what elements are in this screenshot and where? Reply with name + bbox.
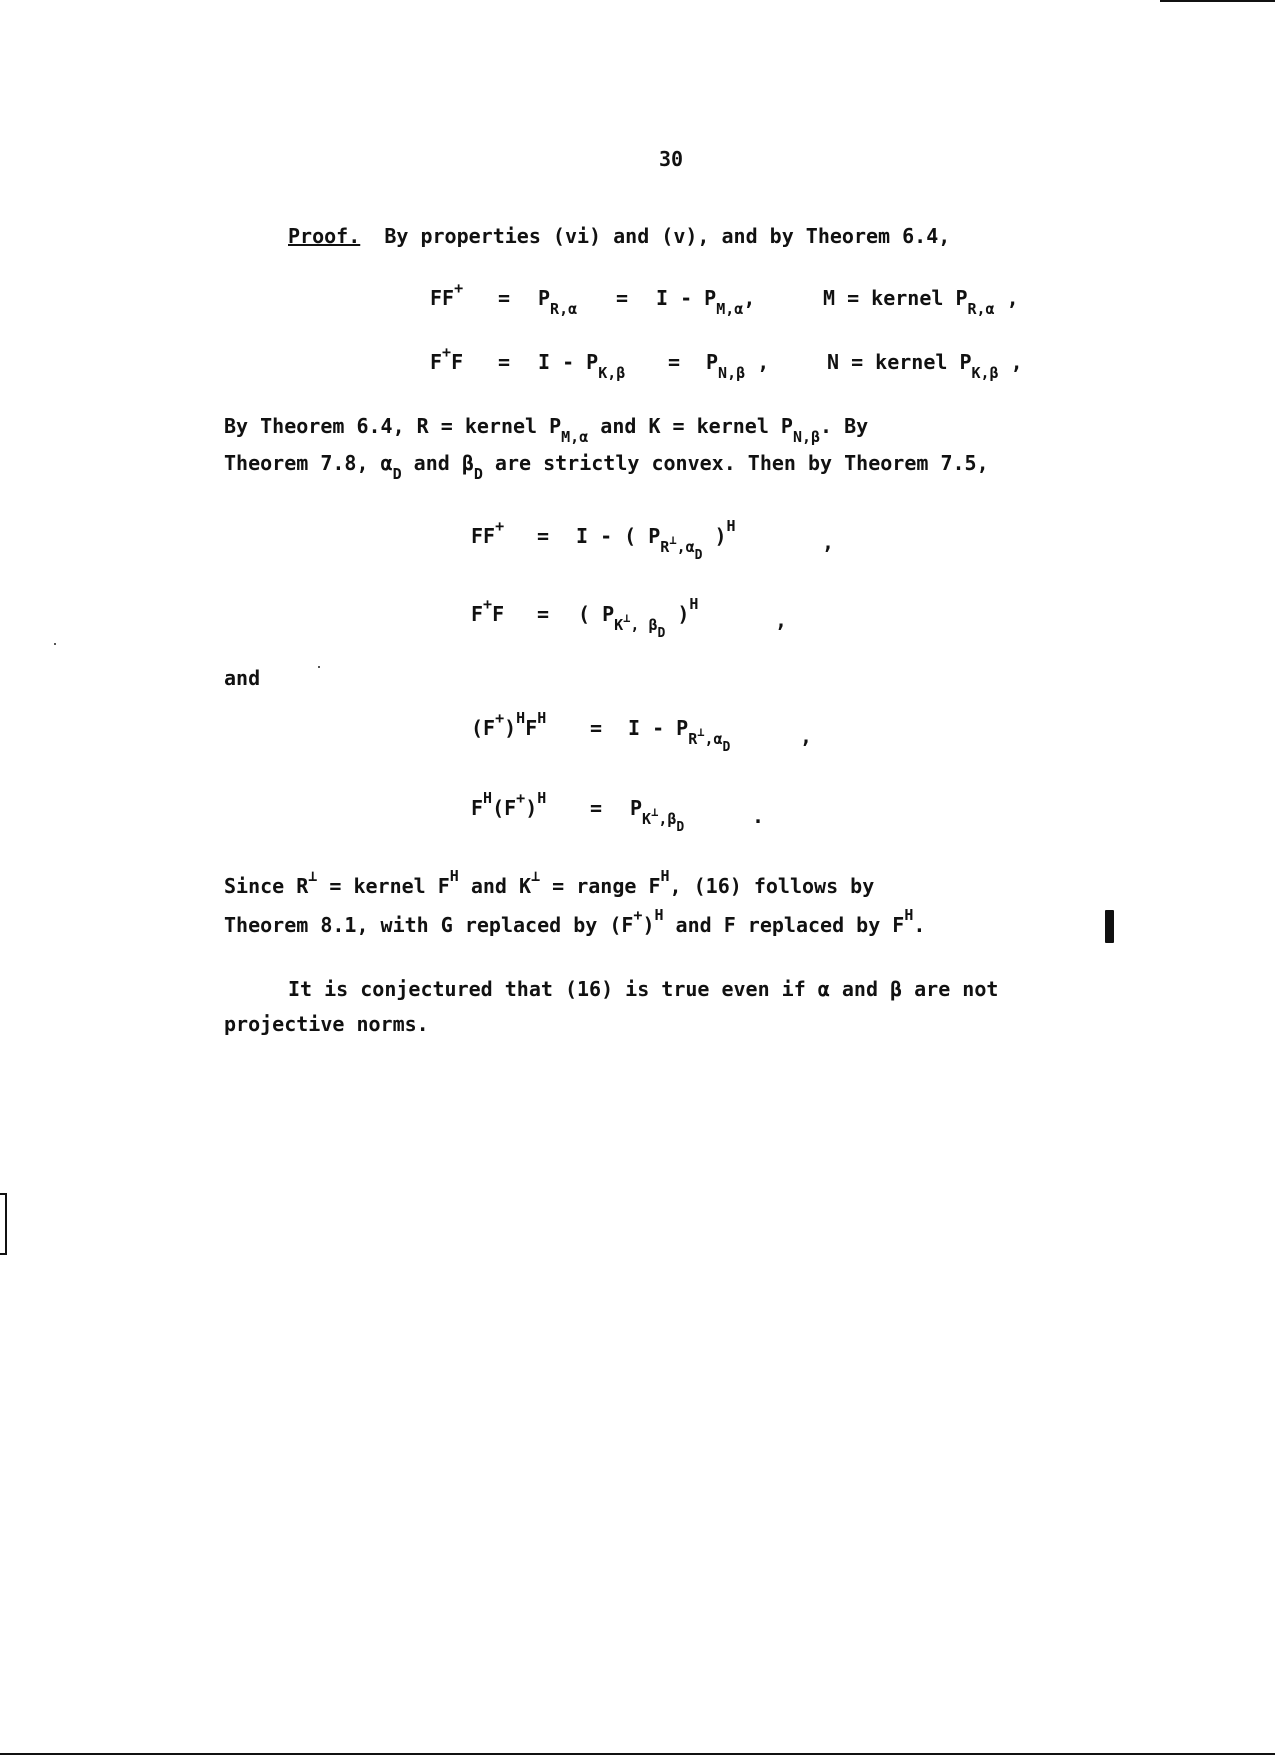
eq3-lhs: FF+ bbox=[471, 517, 505, 548]
eq2-equals-b: = bbox=[668, 350, 681, 374]
eq2-projector: $P_{N,\beta}$ , bbox=[706, 350, 770, 382]
eq4-rhs: ( $P_{K^\perp, \beta_D}$ )$^H$ bbox=[578, 595, 699, 641]
eq1-lhs: FF+ bbox=[430, 279, 464, 310]
para2-line-2: Theorem 7.8, $\alpha_D$ and $\beta_D$ are strictly convex. Then by Theorem 7.5, bbox=[224, 451, 989, 483]
eq2-side-condition: N = kernel $P_{K,\beta}$ , bbox=[827, 350, 1023, 382]
scan-speck bbox=[54, 643, 56, 645]
page-number: 30 bbox=[659, 147, 684, 171]
eq2-equals-a: = bbox=[498, 350, 511, 374]
eq1-side-condition: M = kernel $P_{R,\alpha}$ , bbox=[823, 286, 1019, 318]
eq6-rhs: $P_{K^\perp,\beta_D}$ bbox=[630, 796, 685, 835]
eq1-rhs: I - $P_{M,\alpha}$, bbox=[656, 286, 756, 318]
eq5-rhs: I - $P_{R^\perp,\alpha_D}$ bbox=[628, 716, 731, 755]
eq3-equals: = bbox=[537, 524, 550, 548]
eq4-comma: , bbox=[775, 608, 788, 632]
eq5-lhs: $(F^+)^HF^H$ bbox=[471, 709, 547, 740]
eq3-comma: , bbox=[822, 530, 835, 554]
eq1-equals-a: = bbox=[498, 286, 511, 310]
eq5-comma: , bbox=[800, 724, 813, 748]
para4-line-1: It is conjectured that (16) is true even if α and β are not bbox=[288, 977, 999, 1001]
eq4-equals: = bbox=[537, 602, 550, 626]
eq6-period: . bbox=[752, 804, 765, 828]
eq1-projector: $P_{R,\alpha}$ bbox=[538, 286, 578, 318]
eq3-rhs: I - ( $P_{R^\perp,\alpha_D}$ )$^H$ bbox=[576, 517, 736, 563]
left-bracket-mark bbox=[0, 1193, 7, 1255]
eq5-equals: = bbox=[590, 716, 603, 740]
eq2-mid: I - $P_{K,\beta}$ bbox=[538, 350, 626, 382]
eq6-lhs: $F^H(F^+)^H$ bbox=[471, 789, 547, 820]
eq1-equals-b: = bbox=[616, 286, 629, 310]
proof-line bbox=[288, 224, 950, 248]
margin-mark bbox=[1105, 910, 1114, 943]
para3-line-1: Since R⊥ = kernel $F^H$ and K⊥ = range $F^H$, (16) follows by bbox=[224, 867, 875, 898]
scan-speck bbox=[318, 666, 320, 668]
top-edge-rule bbox=[1160, 0, 1275, 2]
para4-line-2: projective norms. bbox=[224, 1012, 429, 1036]
connector-and: and bbox=[224, 666, 261, 690]
eq6-equals: = bbox=[590, 796, 603, 820]
eq2-lhs: F+F bbox=[430, 343, 464, 374]
eq4-lhs: F+F bbox=[471, 595, 505, 626]
para3-line-2: Theorem 8.1, with G replaced by $(F^+)^H$ and F replaced by $F^H$. bbox=[224, 906, 926, 937]
proof-intro: By properties (vi) and (v), and by Theorem 6.4, bbox=[384, 224, 951, 248]
para2-line-1: By Theorem 6.4, R = kernel $P_{M,\alpha}$ and K = kernel $P_{N,\beta}$. By bbox=[224, 414, 869, 446]
proof-label: Proof. bbox=[288, 224, 361, 248]
